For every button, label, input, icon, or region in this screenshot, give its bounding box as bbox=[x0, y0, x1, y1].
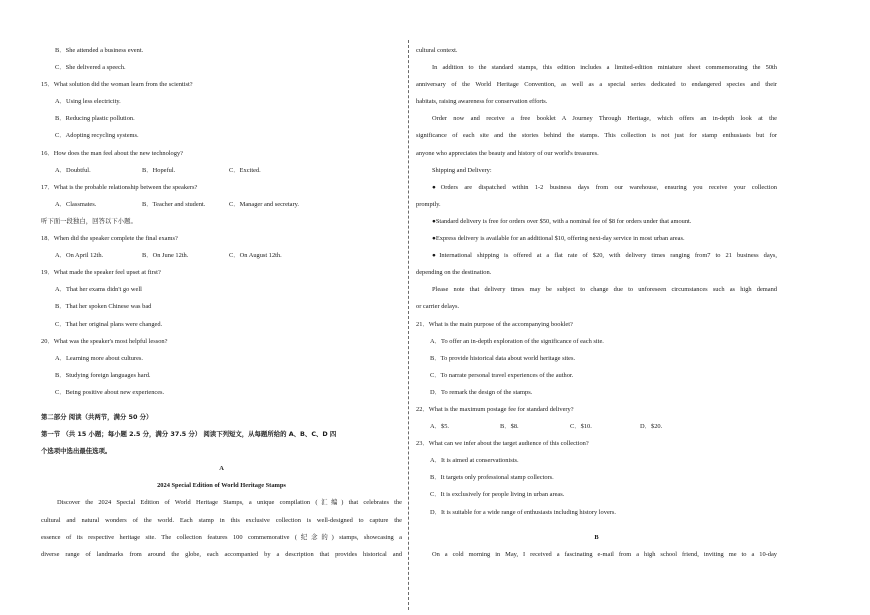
section-one-instructions-line2: 个选项中选出最佳选项。 bbox=[41, 447, 112, 456]
passage-a-line10: significance of each site and the stories behind the stamps. This collection is not just for stamp enthusiasts but for bbox=[416, 132, 777, 140]
q21-stem: 21．What is the main purpose of the accompanying booklet? bbox=[416, 320, 573, 328]
q18-options bbox=[41, 247, 402, 264]
q20-option-b: B．Studying foreign languages hard. bbox=[55, 371, 151, 379]
passage-a-line2: cultural and natural wonders of the world. Each stamp in this exclusive collection is well-designed to capture the bbox=[41, 516, 402, 524]
q14-option-c: C．She delivered a speech. bbox=[55, 64, 126, 72]
q16-option-a: A．Doubtful. bbox=[55, 166, 91, 174]
passage-a-line7: anniversary of the World Heritage Convention, as well as a special series dedicated to endangered species and their bbox=[416, 81, 777, 89]
q19-stem: 19．What made the speaker feel upset at first? bbox=[41, 269, 161, 277]
q15-stem: 15．What solution did the woman learn from the scientist? bbox=[41, 81, 193, 89]
left-column bbox=[41, 42, 402, 563]
shipping-bullet-4-cont: depending on the destination. bbox=[416, 269, 492, 277]
q16-stem: 16．How does the man feel about the new technology? bbox=[41, 149, 183, 157]
q17-option-a: A．Classmates. bbox=[55, 200, 97, 208]
passage-b-letter: B bbox=[594, 533, 599, 541]
passage-a-line11: anyone who appreciates the beauty and history of our world's treasures. bbox=[416, 149, 599, 157]
q18-stem: 18．When did the speaker complete the final exams? bbox=[41, 235, 178, 243]
passage-a-line4: diverse range of landmarks from around the globe, each accompanied by a description that provides historical and bbox=[41, 550, 402, 558]
q14-option-b: B．She attended a business event. bbox=[55, 47, 144, 54]
q19-option-a: A．That her exams didn't go well bbox=[55, 286, 142, 294]
shipping-heading: Shipping and Delivery: bbox=[432, 166, 492, 174]
section-one-instructions-line1: 第一节 （共 15 小题；每小题 2.5 分，满分 37.5 分） 阅读下列短文，从每题所给的 A、B、C、D 四 bbox=[41, 430, 337, 439]
shipping-bullet-1: ●Orders are dispatched within 1-2 business days from our warehouse, ensuring you receive your collection bbox=[432, 183, 777, 191]
passage-a-line1: Discover the 2024 Special Edition of World Heritage Stamps, a unique compilation (汇编) that celebrates the bbox=[57, 499, 402, 507]
q16-option-c: C．Excited. bbox=[229, 166, 261, 174]
q22-option-a: A．$5. bbox=[430, 423, 449, 431]
passage-a-line6: In addition to the standard stamps, this edition includes a limited-edition miniature sheet commemorating the 50th bbox=[432, 64, 777, 72]
q23-option-b: B．It targets only professional stamp collectors. bbox=[430, 474, 554, 482]
passage-a-letter: A bbox=[219, 465, 224, 473]
passage-a-title: 2024 Special Edition of World Heritage Stamps bbox=[157, 482, 286, 490]
q21-option-d: D．To remark the design of the stamps. bbox=[430, 388, 533, 396]
q19-option-c: C．That her original plans were changed. bbox=[55, 320, 163, 328]
right-column bbox=[416, 42, 777, 563]
column-divider bbox=[408, 40, 409, 610]
q21-option-b: B．To provide historical data about world heritage sites. bbox=[430, 354, 576, 362]
q17-stem: 17．What is the probable relationship between the speakers? bbox=[41, 183, 198, 191]
q16-options bbox=[41, 162, 402, 179]
q18-option-a: A．On April 12th. bbox=[55, 252, 104, 260]
q22-options bbox=[416, 418, 777, 435]
q15-option-a: A．Using less electricity. bbox=[55, 98, 121, 106]
passage-a-line5: cultural context. bbox=[416, 47, 458, 54]
q17-option-c: C．Manager and secretary. bbox=[229, 200, 300, 208]
q22-option-b: B．$8. bbox=[500, 423, 519, 431]
q18-option-c: C．On August 12th. bbox=[229, 252, 282, 260]
passage-b-line1: On a cold morning in May, I received a fascinating e-mail from a high school friend, inviting me to a 10-day bbox=[432, 550, 777, 558]
q20-stem: 20．What was the speaker's most helpful lesson? bbox=[41, 337, 168, 345]
q18-option-b: B．On June 12th. bbox=[142, 252, 189, 260]
delivery-note: Please note that delivery times may be subject to change due to unforeseen circumstances such as high demand bbox=[432, 286, 777, 294]
shipping-bullet-3: ●Express delivery is available for an additional $10, offering next-day service in most urban areas. bbox=[432, 235, 685, 243]
q16-option-b: B．Hopeful. bbox=[142, 166, 176, 174]
q20-option-c: C．Being positive about new experiences. bbox=[55, 388, 165, 396]
q15-option-c: C．Adopting recycling systems. bbox=[55, 132, 139, 140]
shipping-bullet-4: ●International shipping is offered at a flat rate of $20, with delivery times ranging from7 to 21 business days, bbox=[432, 252, 777, 260]
shipping-bullet-2: ●Standard delivery is free for orders over $50, with a nominal fee of $8 for orders under that amount. bbox=[432, 217, 692, 225]
passage-a-line8: habitats, raising awareness for conservation efforts. bbox=[416, 98, 548, 106]
q20-option-a: A．Learning more about cultures. bbox=[55, 354, 144, 362]
q22-option-c: C．$10. bbox=[570, 423, 592, 431]
shipping-bullet-1-cont: promptly. bbox=[416, 200, 441, 208]
q23-option-c: C．It is exclusively for people living in urban areas. bbox=[430, 491, 565, 499]
q23-option-a: A．It is aimed at conservationists. bbox=[430, 457, 519, 465]
q23-stem: 23．What can we infer about the target audience of this collection? bbox=[416, 440, 589, 448]
q21-option-c: C．To narrate personal travel experiences of the author. bbox=[430, 371, 574, 379]
delivery-note-cont: or carrier delays. bbox=[416, 303, 460, 311]
q22-option-d: D．$20. bbox=[640, 423, 663, 431]
q17-options bbox=[41, 196, 402, 213]
q21-option-a: A．To offer an in-depth exploration of the significance of each site. bbox=[430, 337, 604, 345]
q17-option-b: B．Teacher and student. bbox=[142, 200, 206, 208]
passage-a-line9: Order now and receive a free booklet A Journey Through Heritage, which offers an in-depth look at the bbox=[432, 115, 777, 123]
part-two-heading: 第二部分 阅读（共两节，满分 50 分） bbox=[41, 412, 153, 421]
q19-option-b: B．That her spoken Chinese was bad bbox=[55, 303, 152, 311]
q22-stem: 22．What is the maximum postage fee for standard delivery? bbox=[416, 405, 574, 413]
passage-a-line3: essence of its respective heritage site. The collection features 100 commemorative (纪念的) stamps, showcasing a bbox=[41, 533, 402, 541]
q23-option-d: D．It is suitable for a wide range of enthusiasts including history lovers. bbox=[430, 508, 617, 516]
listening-instruction: 听下面一段独白，回答以下小题。 bbox=[41, 216, 137, 225]
q15-option-b: B．Reducing plastic pollution. bbox=[55, 115, 135, 123]
